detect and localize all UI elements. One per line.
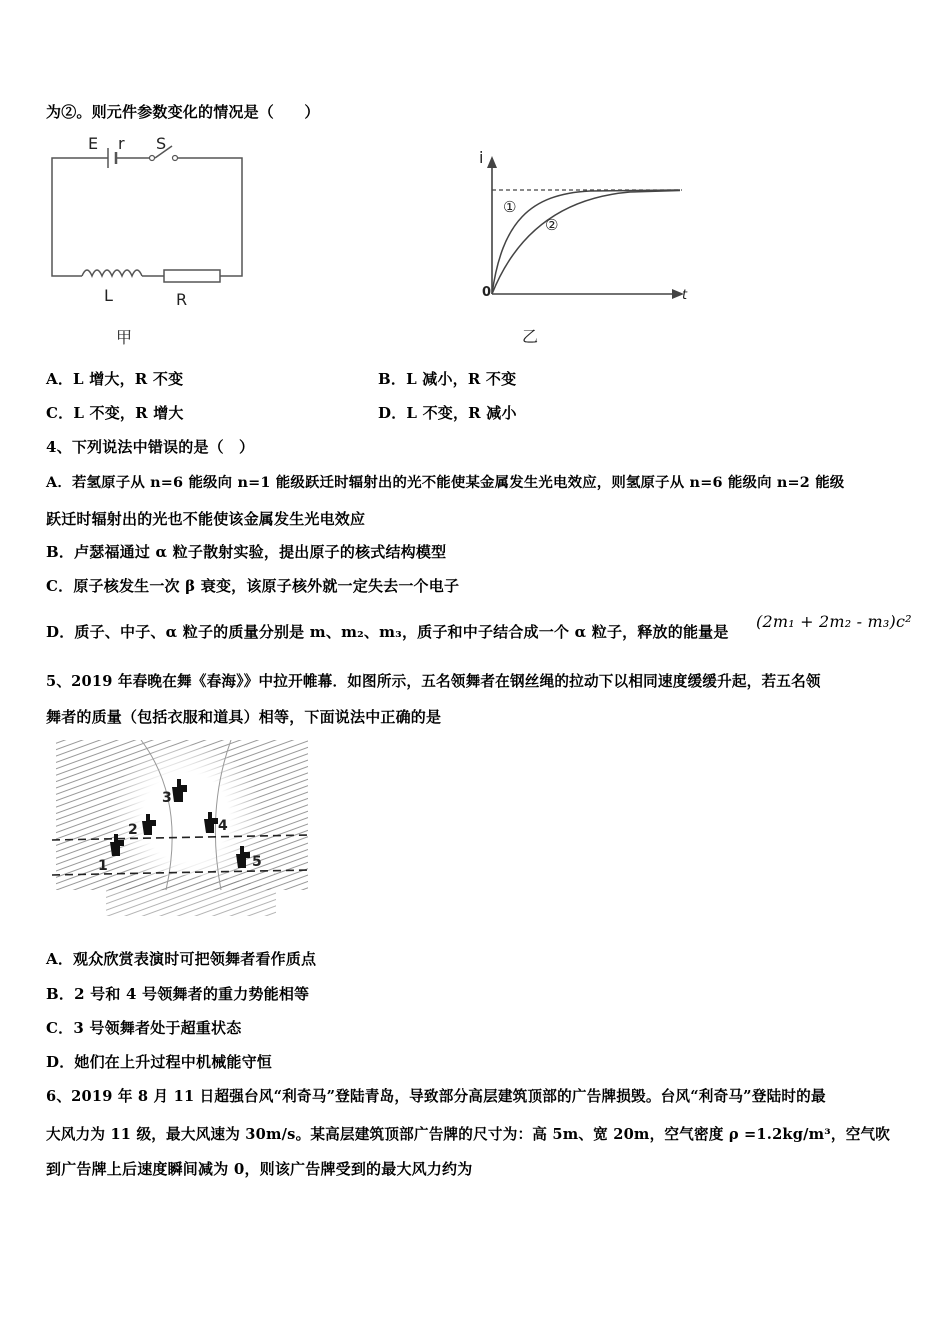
graph-svg [470, 142, 700, 352]
question-3-intro: 为②。则元件参数变化的情况是（ ） [46, 103, 320, 121]
graph-yi [470, 142, 700, 352]
q3-option-b: B．L 减小，R 不变 [378, 370, 517, 388]
curve-2-label: ② [545, 216, 559, 234]
inductor-coil [82, 270, 142, 276]
q3-option-a: A．L 增大，R 不变 [46, 370, 184, 388]
q5-option-b: B．2 号和 4 号领舞者的重力势能相等 [46, 985, 310, 1003]
q4-option-c: C．原子核发生一次 β 衰变，该原子核外就一定失去一个电子 [46, 577, 460, 595]
q5-option-a: A．观众欣赏表演时可把领舞者看作质点 [46, 950, 317, 968]
dancer-label-2: 2 [128, 822, 138, 838]
label-R: R [176, 290, 188, 309]
q4-option-b: B．卢瑟福通过 α 粒子散射实验，提出原子的核式结构模型 [46, 543, 447, 561]
q3-option-c: C．L 不变，R 增大 [46, 404, 184, 422]
q5-option-c: C．3 号领舞者处于超重状态 [46, 1019, 242, 1037]
axis-label-i: i [479, 148, 484, 167]
circuit-diagram-jia [46, 130, 256, 350]
origin-label: 0 [482, 285, 492, 300]
q4-option-a-line2: 跃迁时辐射出的光也不能使该金属发生光电效应 [46, 510, 366, 528]
curve-1 [492, 190, 680, 294]
q4-stem: 4、下列说法中错误的是（ ） [46, 438, 255, 456]
dancer-label-5: 5 [252, 854, 262, 870]
q6-line1: 6、2019 年 8 月 11 日超强台风“利奇马”登陆青岛，导致部分高层建筑顶部的广告牌损毁。台风“利奇马”登陆时的最 [46, 1088, 826, 1105]
q3-option-d: D．L 不变，R 减小 [378, 404, 517, 422]
q4-option-d: D．质子、中子、α 粒子的质量分别是 m、m₂、m₃，质子和中子结合成一个 α 粒子，释放的能量是 [46, 623, 729, 641]
label-E: E [88, 134, 99, 153]
caption-jia: 甲 [116, 328, 133, 347]
label-S: S [156, 134, 167, 153]
curve-2 [492, 191, 680, 295]
dancer-label-1: 1 [98, 858, 108, 874]
q4-option-d-formula: (2m₁ + 2m₂ - m₃)c² [756, 612, 912, 631]
dancer-label-3: 3 [162, 790, 172, 806]
q5-stem-line2: 舞者的质量（包括衣服和道具）相等，下面说法中正确的是 [46, 708, 442, 726]
label-L: L [104, 286, 113, 305]
q5-stem-line1: 5、2019 年春晚在舞《春海》》中拉开帷幕．如图所示，五名领舞者在钢丝绳的拉动下以相同速度缓缓升起，若五名领 [46, 673, 821, 690]
q6-line3: 到广告牌上后速度瞬间减为 0，则该广告牌受到的最大风力约为 [46, 1160, 473, 1178]
dancers-photo-svg [46, 740, 308, 916]
q4-option-a-line1: A．若氢原子从 n=6 能级向 n=1 能级跃迁时辐射出的光不能使某金属发生光电效应，则氢原子从 n=6 能级向 n=2 能级 [46, 474, 845, 491]
label-r: r [118, 134, 125, 153]
q6-line2: 大风力为 11 级，最大风速为 30m/s。某高层建筑顶部广告牌的尺寸为：高 5m、宽 20m，空气密度 ρ =1.2kg/m³，空气吹 [46, 1126, 891, 1143]
caption-yi: 乙 [522, 327, 539, 346]
resistor-box [164, 270, 220, 282]
axis-label-t: t [682, 288, 688, 303]
circuit-svg [46, 130, 256, 350]
curve-1-label: ① [503, 198, 517, 216]
dancer-label-4: 4 [218, 818, 228, 834]
dancers-photo [46, 740, 308, 916]
q5-option-d: D．她们在上升过程中机械能守恒 [46, 1053, 273, 1071]
